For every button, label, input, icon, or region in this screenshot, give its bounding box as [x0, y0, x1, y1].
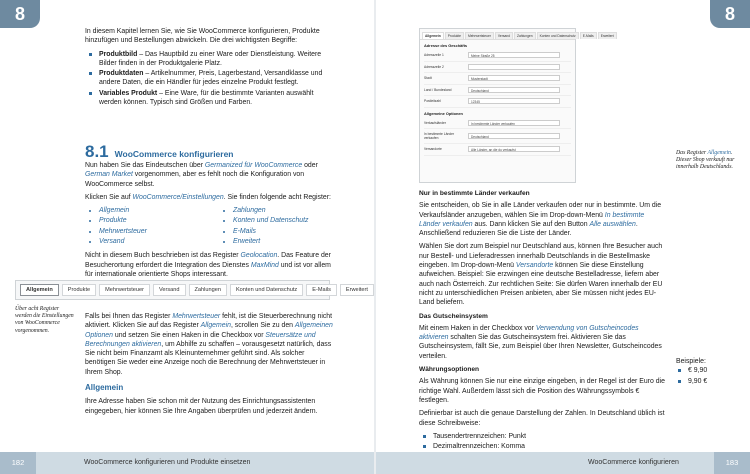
term-label: Produktdaten — [99, 70, 144, 78]
para-coupon — [419, 324, 666, 361]
shot-select[interactable]: Deutschland — [468, 133, 560, 139]
example-item: € 9,90 — [688, 366, 742, 375]
subheading-allgemein: Allgemein — [85, 383, 124, 393]
shot-tab[interactable]: Zahlungen — [514, 32, 536, 39]
tab-mehrwertsteuer[interactable]: Mehrwertsteuer — [99, 284, 150, 296]
screenshot-caption — [676, 150, 742, 172]
shot-section-options: Allgemeine Optionen — [424, 110, 463, 116]
tab-versand[interactable]: Versand — [153, 284, 186, 296]
section-number: 8.1 — [85, 142, 109, 161]
link-maxmind[interactable]: MaxMind — [250, 261, 279, 269]
shot-label: Versandorte — [424, 147, 442, 152]
chapter-tab-right: 8 — [710, 0, 750, 28]
link-versandorte[interactable]: Versandorte — [515, 262, 554, 270]
shot-row — [424, 144, 571, 156]
shot-label: Adresszeile 2 — [424, 64, 444, 69]
tab-konten[interactable]: Konten und Datenschutz — [230, 284, 303, 296]
page-number-left: 182 — [0, 452, 36, 474]
section-heading — [85, 142, 365, 162]
text: , um Abhilfe zu schaffen – vorausgesetzt natürlich, dass Sie nicht beim Finanzamt als Kleinunternehmer geführt sind. Als solcher benötigen Sie weder eine Anzeige noch die Berechnung der Mehrwertsteuer in Ihrem Shop. — [85, 340, 332, 376]
text: fehlt, ist die Steuerberechnung nicht aktiviert. Klicken Sie auf das Register — [85, 313, 333, 330]
text: aus. Dann klicken Sie auf den Button — [472, 220, 590, 228]
register-item: • Konten und Datenschutz — [233, 216, 308, 225]
text: Mit einem Haken in der Checkbox vor — [419, 324, 536, 332]
text: vorgenommen, aber es fehlt noch die Konfiguration von WooCommerce selbst. — [85, 171, 305, 188]
shot-row — [424, 85, 571, 97]
para-currency-1: Als Währung können Sie nur eine einzige eingeben, in der Regel ist der Euro die richtige Wahl. Außerdem lässt sich die Position des Währungssymbols € festlegen. — [419, 378, 665, 404]
text: Klicken Sie auf — [85, 193, 133, 201]
para-settings — [85, 193, 335, 202]
term-label: Produktbild — [99, 50, 138, 58]
term-desc: – Artikelnummer, Preis, Lagerbestand, Versandklasse und andere Daten, die ein Händler für jedes einzelne Produkt festlegt. — [99, 70, 323, 87]
shot-label: Verkaufsländer — [424, 120, 446, 125]
heading-coupon: Das Gutscheinsystem — [419, 312, 488, 320]
text: Wählen Sie dort zum Beispiel nur Deutschland aus, können Ihre Besucher auch nur Bestell- und Lieferadressen innerhalb Deutschlands in die Bestellmaske eingeben. Im Drop-down-Menü — [419, 243, 663, 270]
example-box — [676, 357, 742, 387]
register-lists — [85, 206, 335, 251]
text: oder — [302, 162, 318, 169]
register-item: • Allgemein — [99, 206, 219, 215]
link-bestimmte-laender[interactable]: In bestimmte Länder verkaufen — [419, 211, 645, 228]
shot-section-address: Adresse des Geschäfts — [424, 43, 468, 48]
text: Falls bei Ihnen das Register — [85, 313, 173, 320]
left-body — [85, 161, 335, 283]
text: . Anschließend reduzieren Sie die Liste der Länder. — [419, 220, 638, 238]
shot-label: In bestimmte Länder verkaufen — [424, 132, 455, 140]
shot-input[interactable] — [468, 64, 560, 70]
para-tax — [85, 312, 335, 377]
term-list — [85, 50, 335, 108]
term-item — [99, 89, 335, 108]
shot-label: Stadt — [424, 76, 432, 81]
register-item: • Zahlungen — [233, 206, 308, 215]
shot-row — [424, 73, 571, 85]
shot-select[interactable]: In bestimmte Länder verkaufen — [468, 120, 560, 126]
term-desc: – Das Hauptbild zu einer Ware oder Dienstleistung. Weitere Bilder finden in der Produktgalerie Platz. — [99, 50, 322, 67]
page-gutter — [374, 0, 376, 474]
page-number-right: 183 — [714, 452, 750, 474]
example-title: Beispiele: — [676, 358, 706, 365]
text: . Sie finden folgende acht Register: — [223, 193, 331, 201]
shot-tab[interactable]: E-Mails — [580, 32, 597, 39]
register-list-1 — [85, 206, 219, 247]
term-label: Variables Produkt — [99, 89, 158, 97]
para-countries-2 — [419, 242, 666, 307]
shot-tab[interactable]: Erweitert — [598, 32, 617, 39]
footer-right — [376, 452, 750, 474]
link-gutscheincodes[interactable]: Verwendung von Gutscheincodes aktivieren — [419, 324, 639, 342]
currency-item: Tausendertrennzeichen: Punkt — [433, 432, 666, 441]
term-item — [99, 69, 335, 88]
register-item: • Mehrwertsteuer — [99, 227, 219, 236]
heading-countries: Nur in bestimmte Länder verkaufen — [419, 190, 530, 197]
shot-row — [424, 129, 571, 144]
link-alle-auswaehlen[interactable]: Alle auswählen — [589, 220, 636, 228]
text: schalten Sie das Gutscheinsystem frei. Aktivieren Sie das Gutscheinsystem, fällt Sie, zum Beispiel über Ihren Newsletter, Gutscheincodes verteilen. — [419, 334, 662, 360]
text: Das Register — [676, 150, 708, 156]
settings-tabbar-figure — [15, 280, 368, 300]
para-geolocation — [85, 251, 335, 279]
shot-tab[interactable]: Mehrwertsteuer — [465, 32, 494, 39]
heading-currency: Währungsoptionen — [419, 366, 480, 374]
para-address: Ihre Adresse haben Sie schon mit der Nutzung des Einrichtungsassistenten eingegeben, hier können Sie Ihre Angaben überprüfen und jederzeit ändern. — [85, 398, 318, 415]
text: . Dieser Shop verkauft nur innerhalb Deutschlands. — [676, 150, 735, 171]
link-steuersaetze[interactable]: Steuersätze und Berechnungen aktivieren — [85, 331, 316, 348]
shot-tab[interactable]: Konten und Datenschutz — [537, 32, 579, 39]
shot-select[interactable]: Deutschland — [468, 87, 560, 93]
shot-label: Adresszeile 1 — [424, 53, 444, 58]
tab-zahlungen[interactable]: Zahlungen — [189, 284, 227, 296]
caption-link: Allgemein — [707, 150, 731, 156]
link-german-market[interactable]: German Market — [85, 171, 133, 179]
shot-input[interactable]: Meine Straße 25 — [468, 52, 560, 58]
example-list — [676, 366, 742, 386]
text: Sie entscheiden, ob Sie in alle Länder verkaufen oder nur in bestimmte. Um die Verkaufsländer anzugeben, wählen Sie im Drop-down-Menü — [419, 202, 662, 219]
text: , scrollen Sie zu den — [230, 322, 295, 330]
text: und setzen Sie einen Haken in die Checkbox vor — [112, 331, 266, 339]
shot-input[interactable]: 12345 — [468, 98, 560, 104]
tabbar-caption: Über acht Register werden die Einstellungen von WooCommerce vorgenommen. — [15, 306, 74, 334]
woocommerce-settings-screenshot — [419, 28, 614, 183]
text: Nicht in diesem Buch beschrieben ist das Register — [85, 252, 241, 260]
chapter-tab-left: 8 — [0, 0, 40, 28]
tab-produkte[interactable]: Produkte — [62, 284, 96, 296]
shot-row — [424, 62, 571, 74]
term-desc: – Eine Ware, für die bestimmte Varianten auswählt werden können. Typisch sind Größen und Farben. — [99, 89, 314, 107]
link-germanized[interactable]: Germanized für WooCommerce — [204, 162, 303, 169]
text: . Das Feature der Besucherortung erfordert die Integration des Dienstes — [85, 252, 331, 269]
text: und ist vor allem für internationale orientierte Shops interessant. — [85, 261, 331, 278]
tab-emails[interactable]: E-Mails — [306, 284, 337, 296]
link-mwst[interactable]: Mehrwertsteuer — [172, 313, 221, 320]
shot-tab[interactable]: Allgemein — [422, 32, 444, 39]
tab-allgemein[interactable]: Allgemein — [20, 284, 59, 296]
currency-item: Dezimaltrennzeichen: Komma — [433, 442, 666, 451]
section-title: WooCommerce konfigurieren — [114, 149, 234, 159]
register-item: • Erweitert — [233, 237, 308, 246]
shot-select[interactable]: Alle Länder, an die du verkaufst — [468, 146, 560, 152]
shot-tab[interactable]: Produkte — [445, 32, 464, 39]
left-intro — [85, 27, 335, 111]
shot-row — [424, 50, 571, 62]
footer-title-left: WooCommerce konfigurieren und Produkte einsetzen — [84, 459, 251, 466]
link-woo-settings[interactable]: WooCommerce/Einstellungen — [132, 193, 224, 201]
shot-row — [424, 118, 571, 130]
register-item: • Versand — [99, 237, 219, 246]
link-allg-optionen[interactable]: Allgemeinen Optionen — [85, 322, 333, 339]
para-germanize — [85, 161, 335, 189]
tab-erweitert[interactable]: Erweitert — [340, 284, 374, 296]
footer-left — [0, 452, 374, 474]
link-allgemein[interactable]: Allgemein — [200, 322, 231, 330]
left-lower — [85, 312, 335, 420]
link-geolocation[interactable]: Geolocation — [240, 252, 278, 260]
register-item: • E-Mails — [233, 227, 308, 236]
text: Nun haben Sie das Eindeutschen über — [85, 162, 205, 169]
para-countries-1 — [419, 201, 666, 238]
term-item — [99, 50, 335, 69]
register-item: • Produkte — [99, 216, 219, 225]
register-list-2 — [219, 206, 308, 247]
shot-input[interactable]: Musterstadt — [468, 75, 560, 81]
shot-tab[interactable]: Versand — [495, 32, 513, 39]
shot-row — [424, 96, 571, 108]
example-item: 9,90 € — [688, 377, 742, 386]
shot-label: Land / Bundesland — [424, 87, 452, 92]
screenshot-tabs — [420, 29, 614, 40]
right-body — [419, 186, 666, 466]
footer-title-right: WooCommerce konfigurieren — [588, 459, 679, 466]
shot-label: Postleitzahl — [424, 99, 441, 104]
intro-text: In diesem Kapitel lernen Sie, wie Sie WooCommerce konfigurieren, Produkte hinzufügen und Bestellungen abwickeln. Die drei wichtigsten Begriffe: — [85, 28, 320, 45]
para-currency-2: Definierbar ist auch die genaue Darstellung der Zahlen. In Deutschland üblich ist diese Schreibweise: — [419, 410, 665, 427]
text: können Sie diese Einstellung aufweichen. Beispiel: Sie erzwingen eine deutsche Bestelladresse, liefern aber auch nach Österreich. Zur rechtlichen Seite: Sie dürfen Waren innerhalb der EU nicht zu unterschiedlichen Preisen anbieten, aber Sie müssen nicht jedes EU-Land beliefern. — [419, 262, 663, 307]
